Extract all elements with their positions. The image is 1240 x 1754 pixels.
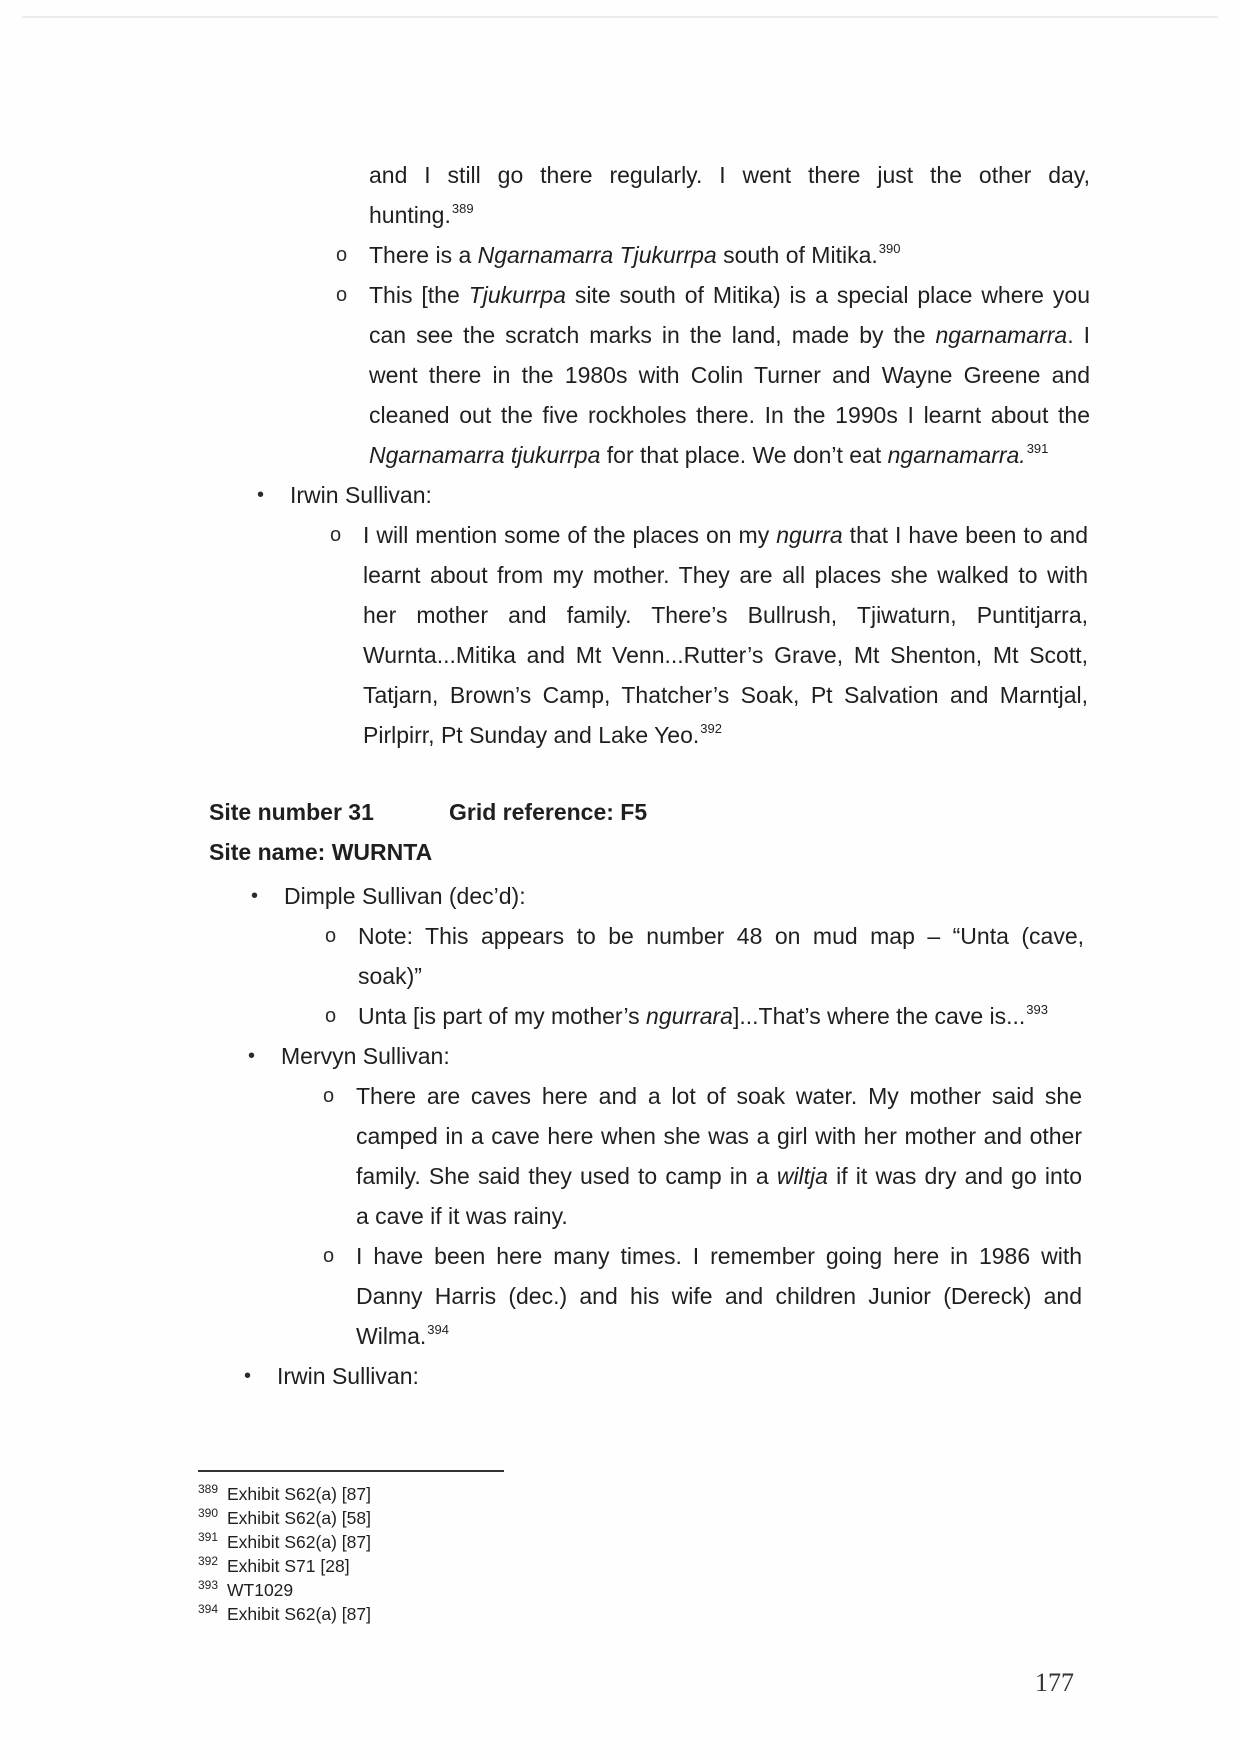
page-number: 177 bbox=[1035, 1668, 1074, 1697]
bullet-item bbox=[244, 1356, 977, 1396]
footnote-separator bbox=[198, 1470, 504, 1472]
text-span: soak)” bbox=[358, 963, 422, 989]
text-span: Irwin Sullivan: bbox=[290, 482, 432, 508]
sub-bullet-marker: o bbox=[323, 1085, 335, 1107]
text-span: Mervyn Sullivan: bbox=[281, 1043, 450, 1069]
text-line bbox=[369, 155, 1090, 195]
text-span: if it was dry and go into bbox=[827, 1163, 1083, 1189]
footnote: 389 Exhibit S62(a) [87] bbox=[198, 1482, 371, 1504]
site-name-heading: Site name: WURNTA bbox=[209, 839, 433, 865]
text-span: . I bbox=[1067, 322, 1090, 348]
italic-term: ngarnamarra bbox=[935, 322, 1068, 348]
text-span: learnt about from my mother. They are all places she walked to with bbox=[363, 562, 1088, 588]
text-line bbox=[358, 996, 1084, 1036]
text-line bbox=[369, 395, 1090, 435]
sub-bullet-item bbox=[336, 275, 1090, 475]
text-line bbox=[356, 1276, 1082, 1316]
bullet-item bbox=[257, 475, 990, 515]
footnote: 391 Exhibit S62(a) [87] bbox=[198, 1530, 371, 1552]
continuation-paragraph bbox=[369, 155, 1090, 235]
scan-edge-line bbox=[22, 16, 1218, 18]
site-31-witness-notes bbox=[0, 876, 1240, 1396]
text-line bbox=[356, 1196, 1082, 1236]
text-line bbox=[356, 1116, 1082, 1156]
footnote-text: Exhibit S71 [28] bbox=[227, 1556, 350, 1576]
footnote-reference: 394 bbox=[427, 1322, 449, 1337]
bullet-marker: • bbox=[244, 1365, 252, 1387]
text-span: Irwin Sullivan: bbox=[277, 1363, 419, 1389]
sub-bullet-item bbox=[336, 235, 1090, 275]
text-line bbox=[356, 1316, 1082, 1356]
text-span: Note: This appears to be number 48 on mud map – “Unta (cave, bbox=[358, 923, 1084, 949]
footnote: 394 Exhibit S62(a) [87] bbox=[198, 1602, 371, 1624]
text-span: Unta [is part of my mother’s bbox=[358, 1003, 647, 1029]
text-span: Dimple Sullivan (dec’d): bbox=[284, 883, 526, 909]
bullet-item bbox=[248, 1036, 981, 1076]
text-span: Wilma. bbox=[356, 1323, 427, 1349]
text-line bbox=[356, 1156, 1082, 1196]
site-heading bbox=[209, 792, 647, 872]
witness-notes-continued bbox=[0, 155, 1240, 755]
footnote-reference: 392 bbox=[700, 721, 722, 736]
text-span: This [the bbox=[369, 282, 469, 308]
text-line bbox=[369, 195, 1090, 235]
text-span: hunting. bbox=[369, 202, 451, 228]
text-span: I will mention some of the places on my bbox=[363, 522, 777, 548]
bullet-item bbox=[251, 876, 984, 916]
footnote-text: Exhibit S62(a) [87] bbox=[227, 1484, 371, 1504]
sub-bullet-marker: o bbox=[336, 284, 348, 306]
text-span: There are caves here and a lot of soak water. My mother said she bbox=[356, 1083, 1082, 1109]
sub-bullet-item bbox=[330, 515, 1088, 755]
text-span: went there in the 1980s with Colin Turner and Wayne Greene and bbox=[369, 362, 1090, 388]
sub-bullet-marker: o bbox=[336, 244, 348, 266]
text-span: family. She said they used to camp in a bbox=[356, 1163, 777, 1189]
bullet-marker: • bbox=[248, 1045, 256, 1067]
footnote: 393 WT1029 bbox=[198, 1578, 294, 1600]
site-number-heading: Site number 31 bbox=[209, 799, 374, 825]
text-span: a cave if it was rainy. bbox=[356, 1203, 568, 1229]
text-line bbox=[363, 715, 1088, 755]
text-span: for that place. We don’t eat bbox=[600, 442, 888, 468]
bullet-marker: • bbox=[251, 885, 259, 907]
grid-reference-heading: Grid reference: F5 bbox=[449, 799, 648, 825]
text-span: and I still go there regularly. I went there just the other day, bbox=[369, 162, 1090, 188]
italic-term: wiltja bbox=[776, 1163, 828, 1189]
text-line bbox=[290, 475, 990, 515]
text-span: Wurnta...Mitika and Mt Venn...Rutter’s Grave, Mt Shenton, Mt Scott, bbox=[363, 642, 1088, 668]
sub-bullet-marker: o bbox=[325, 1005, 337, 1027]
text-span: site south of Mitika) is a special place where you bbox=[565, 282, 1090, 308]
text-span: her mother and family. There’s Bullrush, Tjiwaturn, Puntitjarra, bbox=[363, 602, 1088, 628]
italic-term: ngarnamarra. bbox=[887, 442, 1026, 468]
text-span: south of Mitika. bbox=[716, 242, 878, 268]
text-span: Pirlpirr, Pt Sunday and Lake Yeo. bbox=[363, 722, 700, 748]
text-span: cleaned out the five rockholes there. In the 1990s I learnt about the bbox=[369, 402, 1090, 428]
footnote-reference: 390 bbox=[878, 241, 901, 256]
text-span: There is a bbox=[369, 242, 478, 268]
footnote: 390 Exhibit S62(a) [58] bbox=[198, 1506, 371, 1528]
text-span: camped in a cave here when she was a girl with her mother and other bbox=[356, 1123, 1082, 1149]
text-line bbox=[363, 515, 1088, 555]
site-number-row bbox=[209, 792, 647, 832]
italic-term: Ngarnamarra tjukurrpa bbox=[369, 442, 601, 468]
text-line bbox=[281, 1036, 981, 1076]
footnote: 392 Exhibit S71 [28] bbox=[198, 1554, 350, 1576]
text-line bbox=[369, 275, 1090, 315]
footnote-text: Exhibit S62(a) [87] bbox=[227, 1532, 371, 1552]
footnote-text: Exhibit S62(a) [58] bbox=[227, 1508, 371, 1528]
text-span: can see the scratch marks in the land, made by the bbox=[369, 322, 936, 348]
text-line bbox=[363, 635, 1088, 675]
sub-bullet-item bbox=[325, 996, 1084, 1036]
text-line bbox=[363, 555, 1088, 595]
footnote-text: Exhibit S62(a) [87] bbox=[227, 1604, 371, 1624]
bullet-marker: • bbox=[257, 484, 265, 506]
text-line bbox=[356, 1236, 1082, 1276]
text-line bbox=[356, 1076, 1082, 1116]
text-span: ]...That’s where the cave is... bbox=[732, 1003, 1026, 1029]
footnotes bbox=[198, 1482, 371, 1626]
footnote-reference: 389 bbox=[451, 201, 474, 216]
text-line bbox=[369, 235, 1090, 275]
text-span: Tatjarn, Brown’s Camp, Thatcher’s Soak, Pt Salvation and Marntjal, bbox=[363, 682, 1088, 708]
text-line bbox=[358, 956, 1084, 996]
italic-term: Tjukurrpa bbox=[468, 282, 566, 308]
text-line bbox=[284, 876, 984, 916]
italic-term: Ngarnamarra Tjukurrpa bbox=[477, 242, 717, 268]
text-line bbox=[363, 675, 1088, 715]
text-line bbox=[369, 315, 1090, 355]
sub-bullet-item bbox=[323, 1076, 1083, 1236]
sub-bullet-item bbox=[323, 1236, 1082, 1356]
footnote-reference: 393 bbox=[1026, 1002, 1048, 1017]
sub-bullet-marker: o bbox=[323, 1245, 335, 1267]
text-line bbox=[369, 435, 1090, 475]
text-span: that I have been to and bbox=[842, 522, 1088, 548]
sub-bullet-marker: o bbox=[325, 925, 337, 947]
footnote-reference: 391 bbox=[1026, 441, 1049, 456]
sub-bullet-item bbox=[325, 916, 1084, 996]
footnote-text: WT1029 bbox=[227, 1580, 294, 1600]
text-line bbox=[369, 355, 1090, 395]
italic-term: ngurra bbox=[776, 522, 843, 548]
text-span: I have been here many times. I remember going here in 1986 with bbox=[356, 1243, 1082, 1269]
italic-term: ngurrara bbox=[646, 1003, 733, 1029]
sub-bullet-marker: o bbox=[330, 524, 342, 546]
text-span: Danny Harris (dec.) and his wife and children Junior (Dereck) and bbox=[356, 1283, 1082, 1309]
text-line bbox=[363, 595, 1088, 635]
text-line bbox=[358, 916, 1084, 956]
text-line bbox=[277, 1356, 977, 1396]
